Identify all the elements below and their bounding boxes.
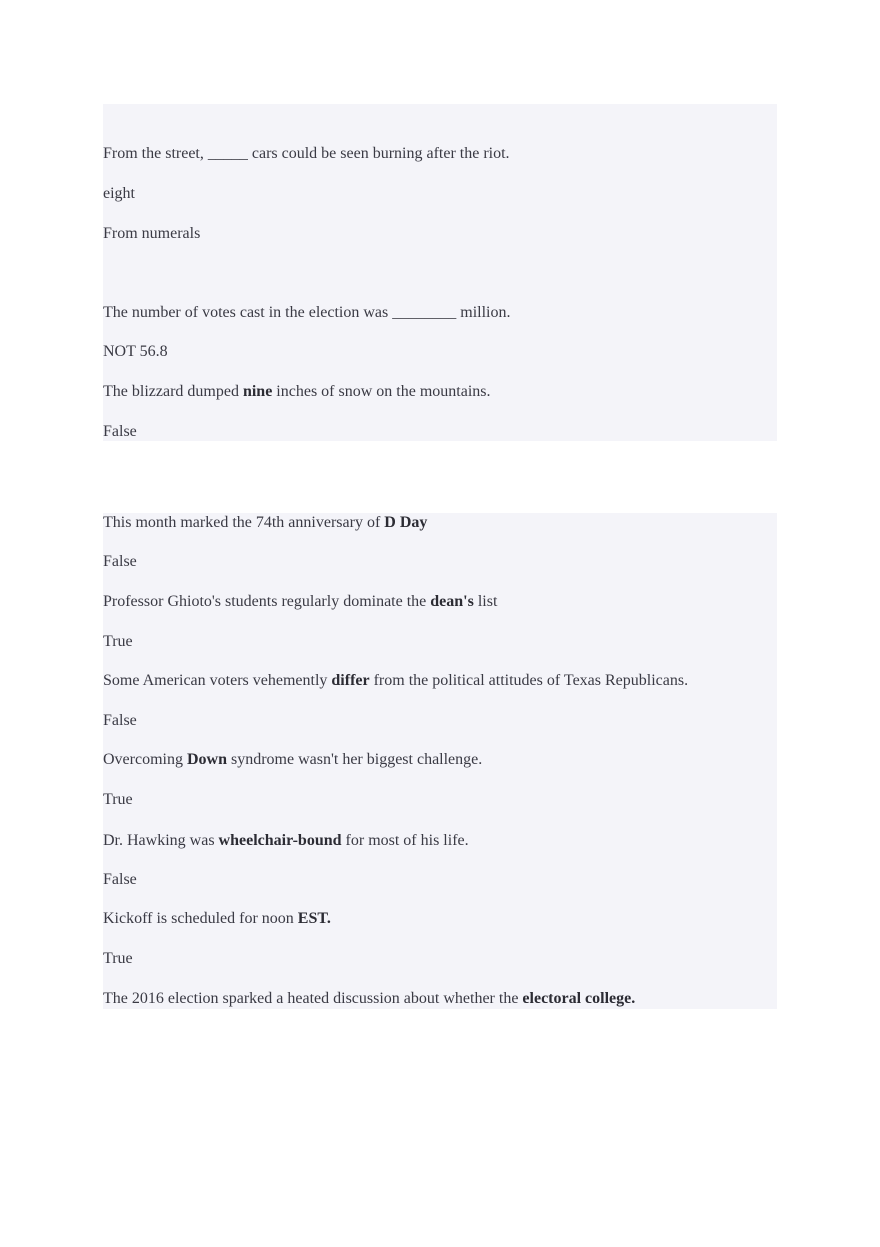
question-4: The blizzard dumped nine inches of snow on the mountains. [103, 383, 491, 400]
question-10: Kickoff is scheduled for noon EST. [103, 910, 331, 927]
answer-9: False [103, 871, 137, 888]
answer-3: NOT 56.8 [103, 343, 168, 360]
question-5: This month marked the 74th anniversary of D Day [103, 514, 428, 531]
question-11: The 2016 election sparked a heated discussion about whether the electoral college. [103, 990, 636, 1007]
question-6: Professor Ghioto's students regularly dominate the dean's list [103, 593, 498, 610]
question-9: Dr. Hawking was wheelchair-bound for most of his life. [103, 832, 469, 849]
answer-8: True [103, 791, 133, 808]
answer-5: False [103, 553, 137, 570]
answer-6: True [103, 633, 133, 650]
question-7: Some American voters vehemently differ from the political attitudes of Texas Republicans. [103, 672, 689, 689]
question-2: From numerals [103, 225, 201, 242]
question-8: Overcoming Down syndrome wasn't her biggest challenge. [103, 751, 483, 768]
question-3: The number of votes cast in the election was ________ million. [103, 304, 511, 321]
answer-1: eight [103, 185, 135, 202]
answer-7: False [103, 712, 137, 729]
answer-10: True [103, 950, 133, 967]
question-1: From the street, _____ cars could be seen burning after the riot. [103, 145, 510, 162]
answer-4: False [103, 423, 137, 440]
